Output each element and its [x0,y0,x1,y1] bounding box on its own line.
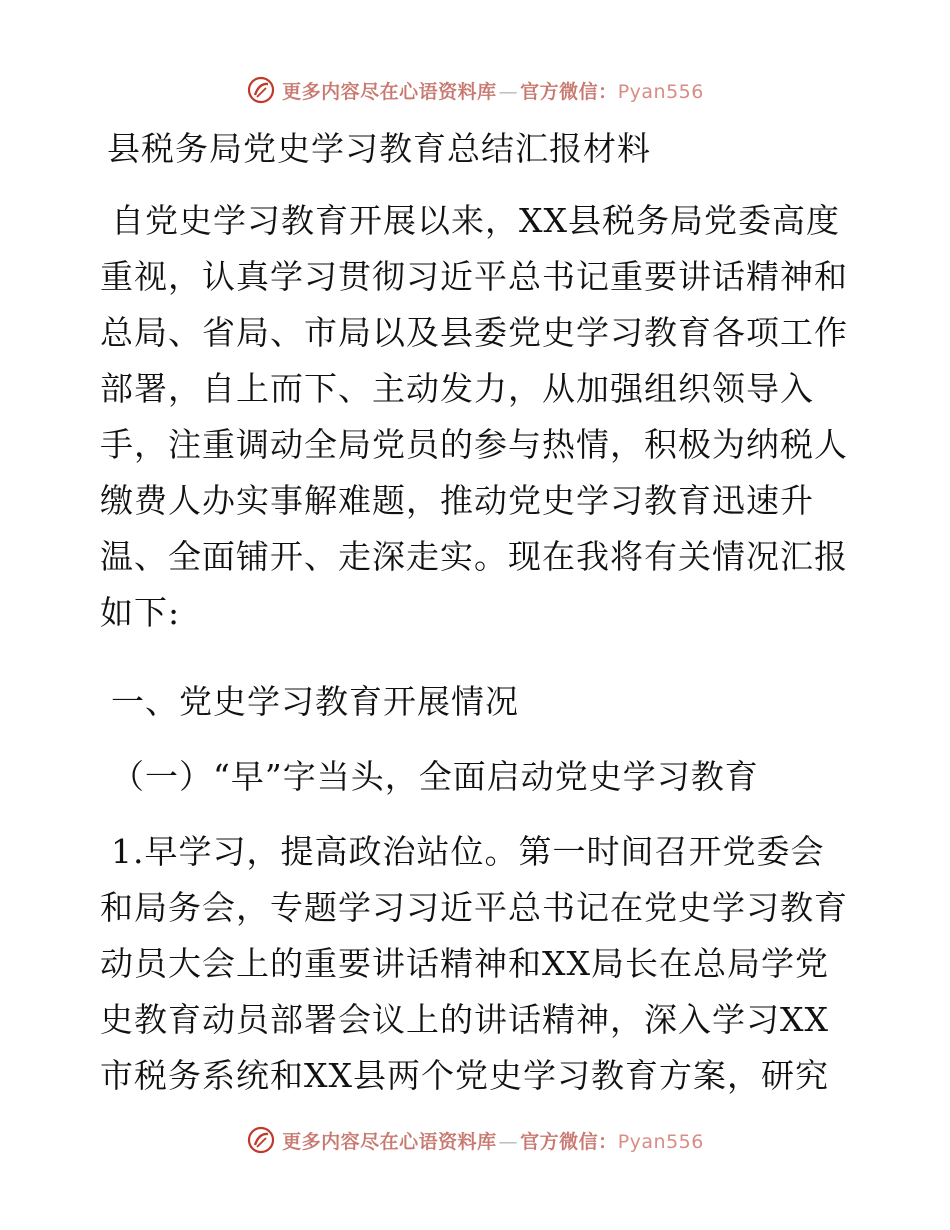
watermark-text: 更多内容尽在心语资料库 — 官方微信：Pyan556 [282,80,704,103]
section-heading: 一、党史学习教育开展情况 [111,682,519,721]
paragraph-line: 自党史学习教育开展以来，XX县税务局党委高度 [111,201,840,240]
wechat-id: Pyan556 [617,1130,704,1153]
paragraph-line: 和局务会，专题学习习近平总书记在党史学习教育 [100,888,848,927]
paragraph-line: 手，注重调动全局党员的参与热情，积极为纳税人 [100,425,848,464]
logo-icon [246,75,276,105]
paragraph-line: 史教育动员部署会议上的讲话精神，深入学习XX [100,1000,829,1039]
paragraph-line: 重视，认真学习贯彻习近平总书记重要讲话精神和 [100,257,848,296]
paragraph-line: 温、全面铺开、走深走实。现在我将有关情况汇报 [100,537,848,576]
paragraph-line: 市税务系统和XX县两个党史学习教育方案，研究 [100,1056,829,1095]
wechat-id: Pyan556 [617,80,704,103]
logo-icon [246,1125,276,1155]
paragraph-line: 如下: [100,593,181,632]
paragraph-line: 部署，自上而下、主动发力，从加强组织领导入 [100,369,814,408]
subsection-heading: （一）“早”字当头，全面启动党史学习教育 [111,757,759,796]
paragraph-line: 缴费人办实事解难题，推动党史学习教育迅速升 [100,481,814,520]
document-title: 县税务局党史学习教育总结汇报材料 [107,129,651,168]
watermark-banner-bottom [0,1120,950,1160]
paragraph-line: 1.早学习，提高政治站位。第一时间召开党委会 [111,832,825,871]
watermark-banner-top [0,70,950,110]
watermark-text: 更多内容尽在心语资料库 — 官方微信：Pyan556 [282,1130,704,1153]
paragraph-line: 总局、省局、市局以及县委党史学习教育各项工作 [100,313,848,352]
paragraph-line: 动员大会上的重要讲话精神和XX局长在总局学党 [100,944,829,983]
